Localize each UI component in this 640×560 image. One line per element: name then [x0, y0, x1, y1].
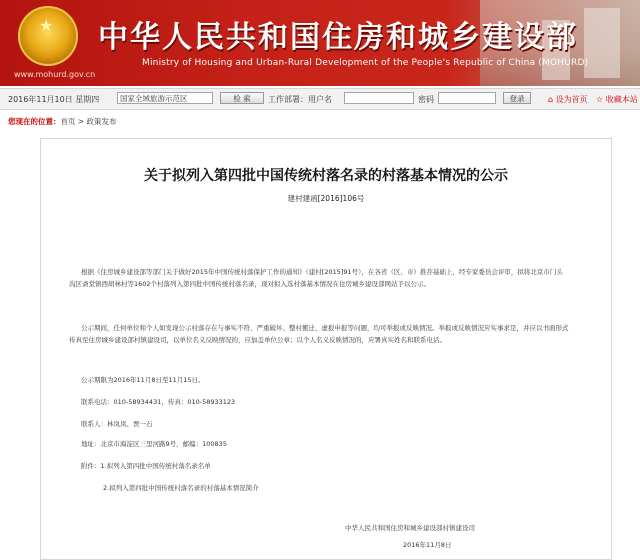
search-scope-select[interactable]: 国家全域旅游示范区 [117, 92, 213, 104]
username-input[interactable] [344, 92, 414, 104]
site-title: 中华人民共和国住房和城乡建设部 [98, 20, 578, 55]
username-label: 工作部署：用户名 [268, 95, 332, 104]
site-url: www.mohurd.gov.cn [14, 70, 96, 79]
top-toolbar [0, 88, 640, 110]
current-date: 2016年11月10日 星期四 [8, 95, 100, 104]
paragraph-procedure: 公示期间，任何单位和个人如发现公示村落存在与事实不符、严重破坏、整村搬迁、虚报申报等问题，均可举报或反映情况。举报或反映情况应实事求是，并应以书面形式传真至住房城乡建设部村镇建设司，以单位名义反映情况的，应加盖单位公章；以个人名义反映情况的，应署真实姓名和联系电话。 [69, 324, 569, 344]
breadcrumb [8, 116, 117, 127]
contacts-line: 联系人：林岚岚、贾一石 [81, 420, 153, 428]
add-favorite-link[interactable]: ☆ 收藏本站 [596, 95, 638, 104]
site-banner [0, 0, 640, 86]
paragraph-basis: 根据《住房城乡建设部等部门关于做好2015年中国传统村落保护工作的通知》（建村[2015]91号），在各省（区、市）推荐基础上，经专家委员会评审，拟将北京市门头沟区斋堂镇西胡林村等1602个村落列入第四批中国传统村落名录，现对拟入选村落基本情况在住房城乡建设部网站予以公示。 [69, 268, 563, 288]
attachment-link-2[interactable]: 2.拟列入第四批中国传统村落名录的村落基本情况简介 [103, 484, 259, 492]
address-line: 地址：北京市海淀区三里河路9号，邮编：100835 [81, 440, 227, 448]
attachment-link-1[interactable]: 附件：1.拟列入第四批中国传统村落名录名单 [81, 462, 211, 470]
national-emblem-icon: ★ [18, 6, 78, 66]
signer-organization: 中华人民共和国住房和城乡建设部村镇建设司 [345, 524, 475, 532]
site-subtitle: Ministry of Housing and Urban-Rural Development of the People's Republic of China (MOHURD) [142, 58, 589, 68]
document-title: 关于拟列入第四批中国传统村落名录的村落基本情况的公示 [144, 168, 508, 184]
star-icon: ☆ [596, 95, 604, 104]
login-button[interactable]: 登录 [503, 92, 531, 104]
building-shape [584, 8, 620, 78]
breadcrumb-path[interactable]: 首页 > 政策发布 [60, 117, 117, 126]
set-homepage-link[interactable]: ⌂ 设为首页 [548, 95, 588, 104]
password-label: 密码 [418, 95, 434, 104]
search-button[interactable]: 检 索 [220, 92, 264, 104]
password-input[interactable] [438, 92, 496, 104]
phone-line: 联系电话：010-58934431，传真：010-58933123 [81, 398, 236, 406]
home-icon: ⌂ [548, 95, 554, 104]
document-number: 建村建函[2016]106号 [287, 194, 365, 203]
period-line: 公示期限为2016年11月8日至11月15日。 [81, 376, 205, 384]
breadcrumb-label: 您现在的位置： [8, 117, 61, 126]
sign-date: 2016年11月8日 [403, 541, 452, 549]
document-panel [40, 138, 612, 560]
